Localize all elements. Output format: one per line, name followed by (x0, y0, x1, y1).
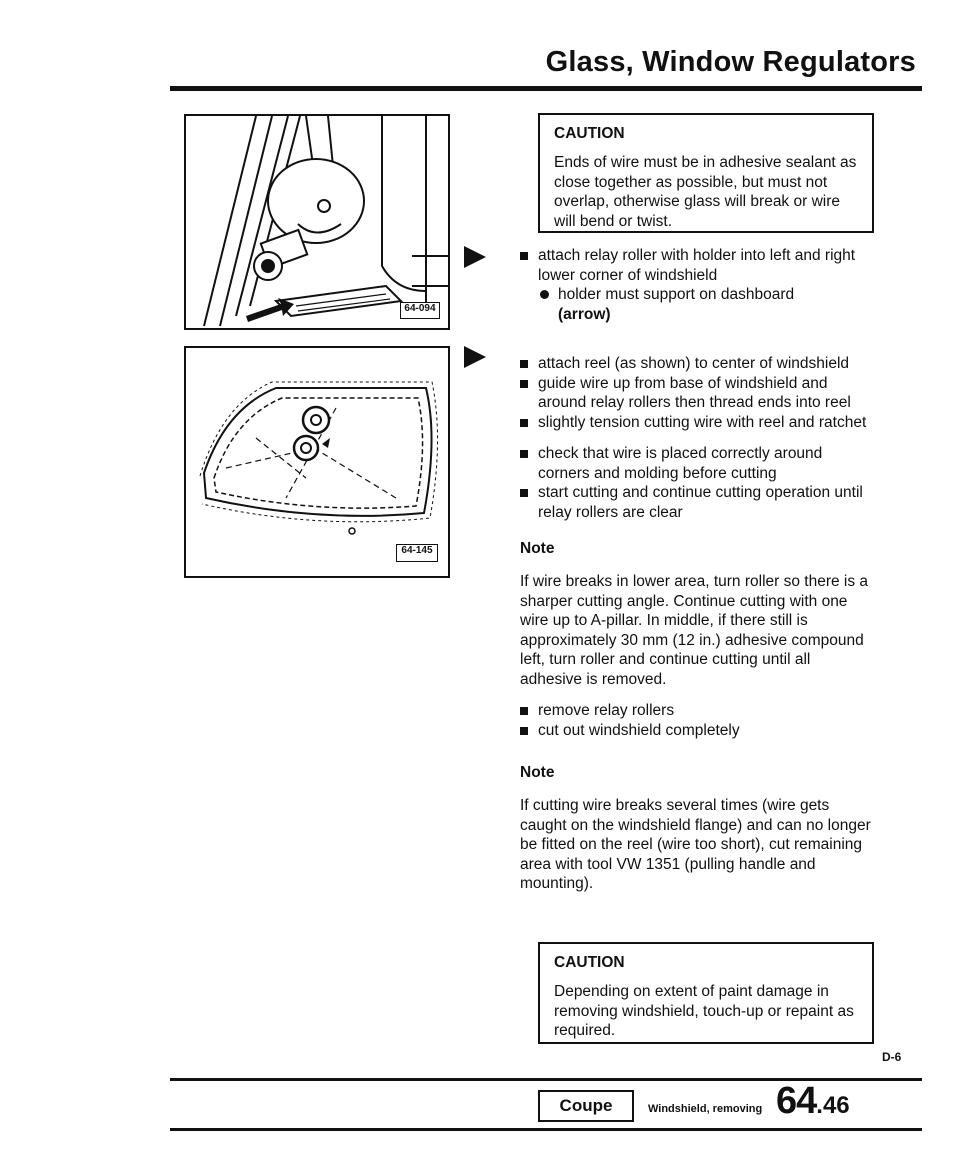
step-item: attach relay roller with holder into left and right lower corner of windshield (520, 246, 872, 285)
note-title: Note (520, 764, 555, 781)
note-text: If wire breaks in lower area, turn roller so there is a sharper cutting angle. Continue cutting with one wire up to A-pillar. In middle, if there still is approximately 30 mm (12 in.) adhesive compound left, turn roller and continue cutting until all adhesive is removed. (520, 573, 869, 688)
pointer-arrow-icon (464, 246, 486, 268)
caution-title: CAUTION (554, 125, 625, 142)
step-item: remove relay rollers (520, 701, 872, 721)
header-rule (170, 86, 922, 91)
caution-box (538, 942, 874, 1044)
windshield-relay-roller-icon (186, 116, 448, 328)
instructions-column (520, 246, 872, 894)
caution-box (538, 113, 874, 233)
figure-reel (184, 346, 450, 578)
windshield-reel-icon (186, 348, 448, 576)
section-label: Windshield, removing (648, 1103, 763, 1115)
step-item: slightly tension cutting wire with reel and ratchet (520, 413, 872, 433)
page-title: Glass, Window Regulators (545, 46, 916, 78)
note-title: Note (520, 540, 555, 557)
page-number-main: 64 (776, 1080, 817, 1122)
page-code: D-6 (882, 1050, 902, 1064)
model-badge: Coupe (538, 1090, 634, 1122)
caution-text: Ends of wire must be in adhesive sealant as close together as possible, but must not overlap, otherwise glass will break or wire will bend or twist. (554, 154, 857, 230)
sub-step-item: holder must support on dashboard (520, 285, 872, 305)
sub-step-arrow: (arrow) (558, 305, 611, 323)
note-text: If cutting wire breaks several times (wire gets caught on the windshield flange) and can no longer be fitted on the reel (wire too short), cut remaining area with tool VW 1351 (pulling handle and mounting). (520, 797, 871, 892)
step-item: cut out windshield completely (520, 721, 872, 741)
page-number-sub: .46 (816, 1092, 850, 1119)
step-item: attach reel (as shown) to center of windshield (520, 354, 872, 374)
step-item: check that wire is placed correctly around corners and molding before cutting (520, 444, 872, 483)
page-number (776, 1080, 850, 1123)
figure-label: 64-145 (396, 544, 438, 562)
caution-title: CAUTION (554, 954, 625, 971)
pointer-arrow-icon (464, 346, 486, 368)
footer-rule (170, 1128, 922, 1131)
step-item: start cutting and continue cutting operation until relay rollers are clear (520, 483, 872, 522)
step-item: guide wire up from base of windshield and around relay rollers then thread ends into reel (520, 374, 872, 413)
figure-label: 64-094 (400, 302, 440, 319)
caution-text: Depending on extent of paint damage in removing windshield, touch-up or repaint as required. (554, 983, 854, 1039)
figure-relay-roller (184, 114, 450, 330)
